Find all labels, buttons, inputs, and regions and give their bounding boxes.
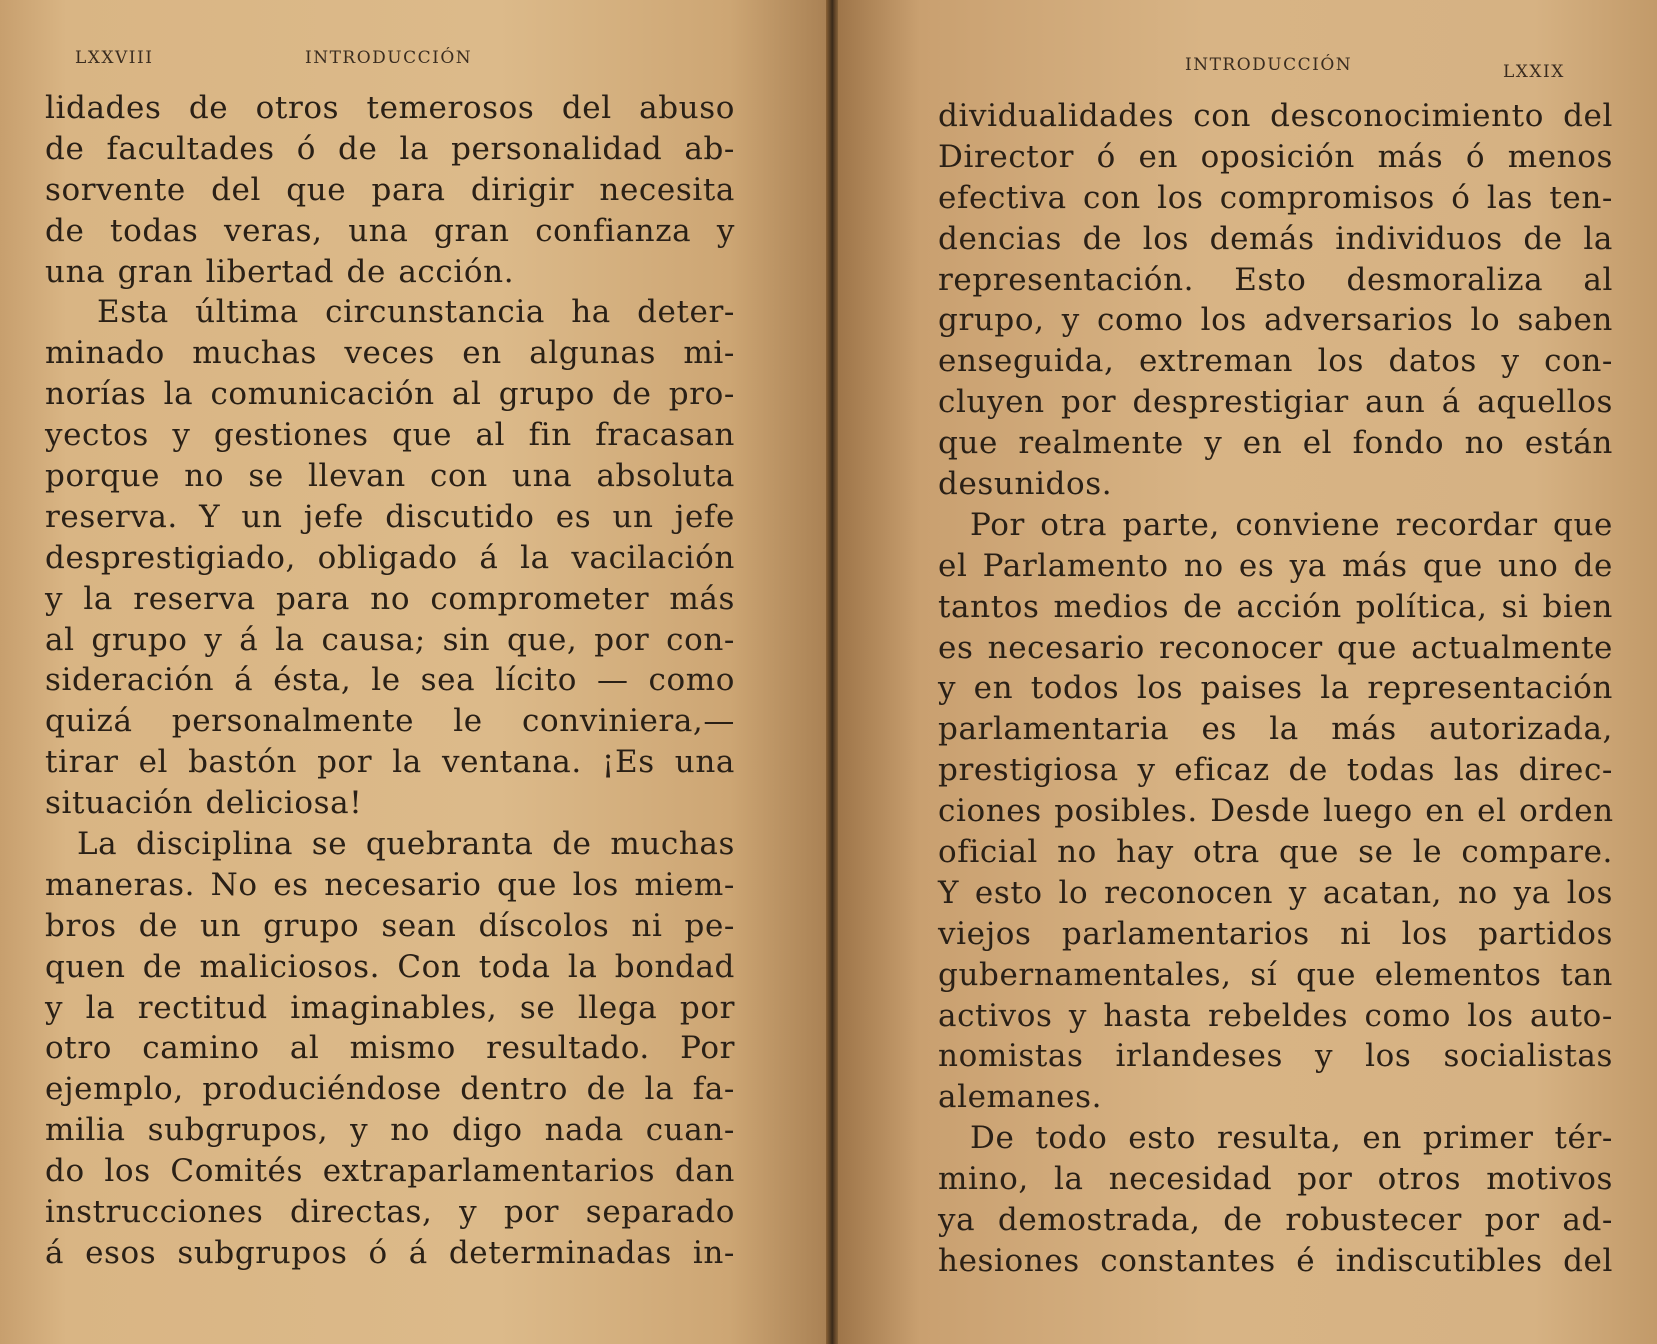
text-line: Director ó en oposición más ó menos [938,138,1613,175]
text-line: al grupo y á la causa; sin que, por con- [45,621,735,658]
text-line: de facultades ó de la personalidad ab- [45,130,735,167]
text-line: Por otra parte, conviene recordar que [970,506,1613,543]
text-line: norías la comunicación al grupo de pro- [45,376,735,413]
right-running-title: INTRODUCCIÓN [1185,55,1353,75]
text-line: oficial no hay otra que se le compare. [938,834,1613,871]
text-line: ciones posibles. Desde luego en el orden [938,793,1614,830]
text-line: nomistas irlandeses y los socialistas [938,1038,1613,1075]
text-line: alemanes. [938,1079,1103,1116]
text-line: que realmente y en el fondo no están [938,425,1613,462]
text-line: mino, la necesidad por otros motivos [938,1161,1613,1198]
text-line: dividualidades con desconocimiento del [938,98,1613,134]
text-line: viejos parlamentarios ni los partidos [938,915,1613,952]
text-line: La disciplina se quebranta de muchas [77,826,735,863]
text-line: una gran libertad de acción. [45,253,515,290]
text-line: enseguida, extreman los datos y con- [938,343,1613,380]
text-line: y la rectitud imaginables, se llega por [45,989,735,1026]
text-line: activos y hasta rebeldes como los auto- [938,997,1613,1034]
text-line: ya demostrada, de robustecer por ad- [938,1202,1613,1239]
text-line: De todo esto resulta, en primer tér- [970,1120,1613,1157]
text-line: desprestigiado, obligado á la vacilación [45,539,735,576]
left-folio: LXXVIII [75,48,154,68]
text-line: á esos subgrupos ó á determinadas in- [45,1234,735,1271]
text-line: Y esto lo reconocen y acatan, no ya los [938,874,1613,911]
text-line: minado muchas veces en algunas mi- [45,335,735,372]
text-line: dencias de los demás individuos de la [938,220,1613,257]
text-line: milia subgrupos, y no digo nada cuan- [45,1112,735,1149]
text-line: prestigiosa y eficaz de todas las direc- [938,752,1613,789]
text-line: representación. Esto desmoraliza al [938,261,1613,298]
text-line: gubernamentales, sí que elementos tan [938,956,1613,993]
text-line: efectiva con los compromisos ó las ten- [938,179,1613,216]
right-body-text [938,96,1613,1282]
text-line: tantos medios de acción política, si bien [938,588,1613,625]
text-line: y en todos los paises la representación [938,670,1613,707]
text-line: sorvente del que para dirigir necesita [45,171,735,208]
text-line: el Parlamento no es ya más que uno de [938,547,1613,584]
left-running-title: INTRODUCCIÓN [305,48,473,68]
text-line: desunidos. [938,466,1113,503]
text-line: quen de maliciosos. Con toda la bondad [45,948,735,985]
text-line: reserva. Y un jefe discutido es un jefe [45,498,735,535]
left-page [0,0,828,1344]
text-line: y la reserva para no comprometer más [45,580,735,617]
text-line: maneras. No es necesario que los miem- [45,866,735,903]
text-line: parlamentaria es la más autorizada, [938,711,1613,748]
left-body-text [45,88,735,1274]
text-line: quizá personalmente le conviniera,— [45,703,735,740]
text-line: ejemplo, produciéndose dentro de la fa- [45,1071,735,1108]
text-line: cluyen por desprestigiar aun á aquellos [938,384,1613,421]
text-line: do los Comités extraparlamentarios dan [45,1153,735,1190]
text-line: bros de un grupo sean díscolos ni pe- [45,907,735,944]
text-line: grupo, y como los adversarios lo saben [938,302,1613,339]
text-line: de todas veras, una gran confianza y [45,212,735,249]
text-line: Esta última circunstancia ha deter- [97,294,735,331]
text-line: sideración á ésta, le sea lícito — como [45,662,735,699]
text-line: tirar el bastón por la ventana. ¡Es una [45,744,735,781]
text-line: instrucciones directas, y por separado [45,1194,735,1231]
text-line: yectos y gestiones que al fin fracasan [45,417,735,454]
text-line: otro camino al mismo resultado. Por [45,1030,735,1067]
text-line: situación deliciosa! [45,785,363,822]
text-line: lidades de otros temerosos del abuso [45,90,735,126]
right-folio: LXXIX [1503,62,1565,82]
text-line: porque no se llevan con una absoluta [45,458,735,495]
text-line: es necesario reconocer que actualmente [938,629,1613,666]
text-line: hesiones constantes é indiscutibles del [938,1242,1613,1279]
